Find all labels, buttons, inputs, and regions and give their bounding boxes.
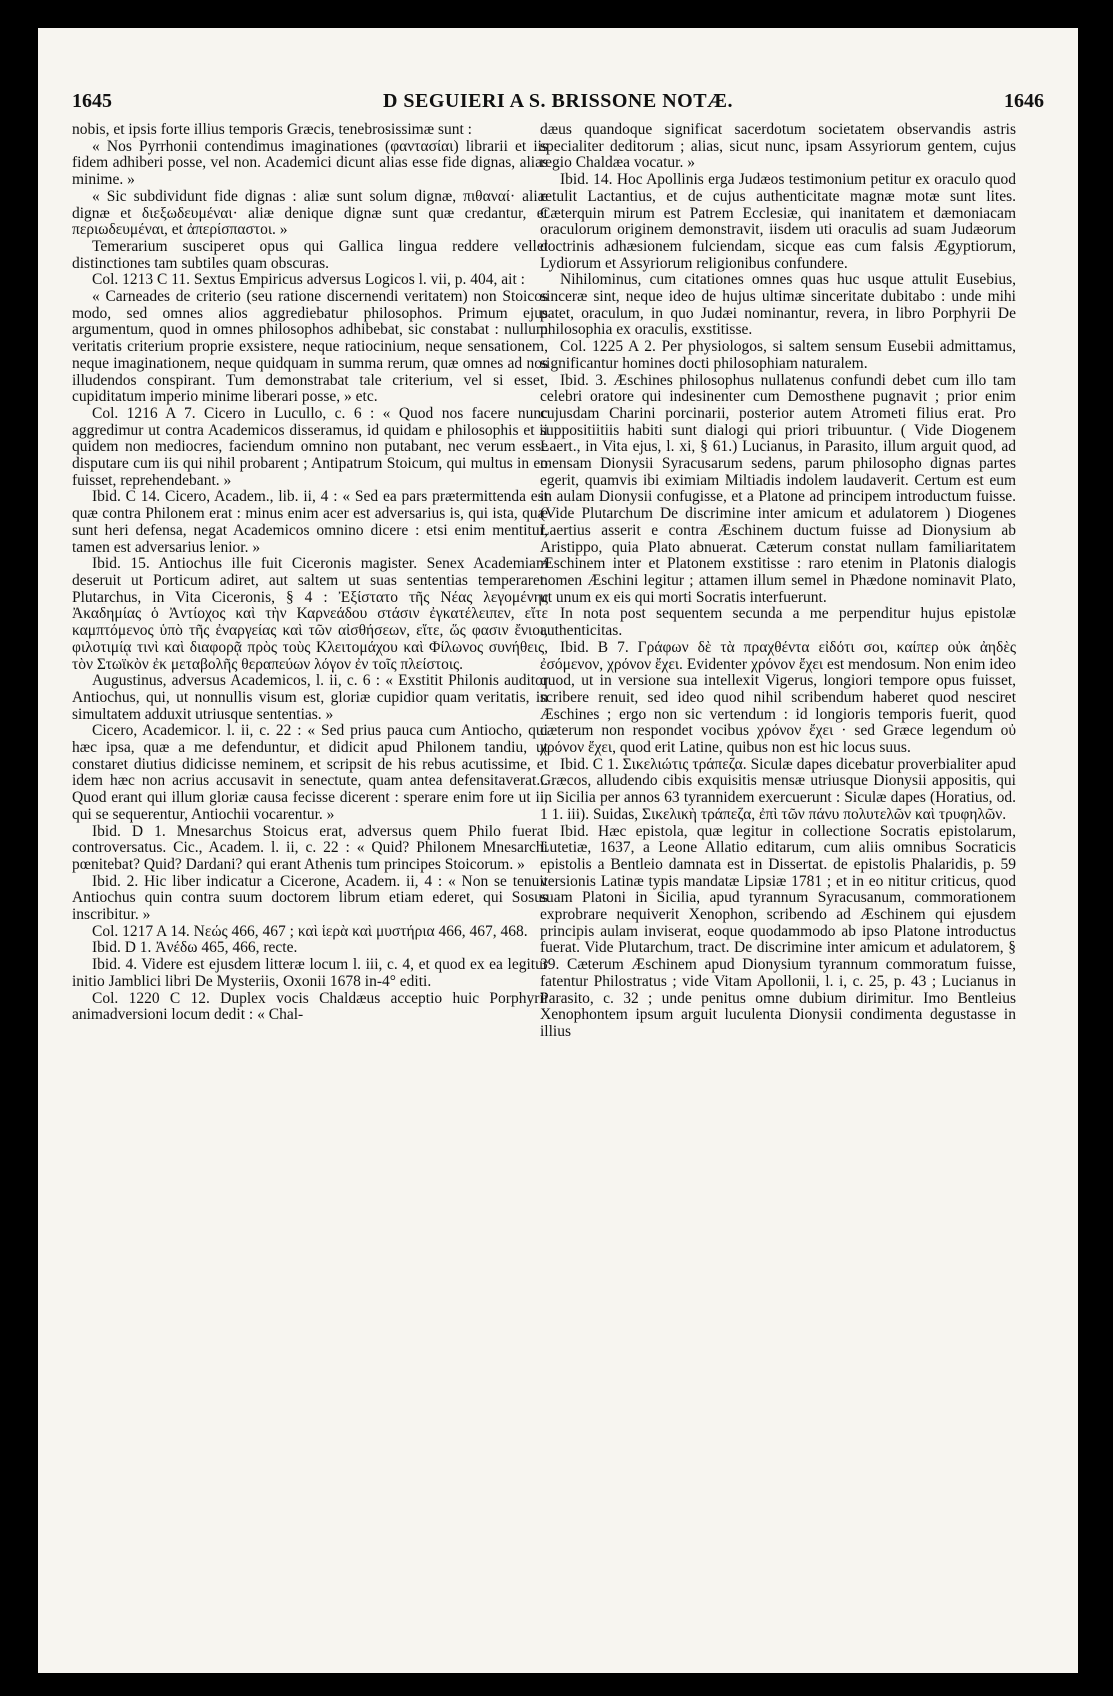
book-page <box>38 28 1078 1673</box>
note-paragraph: Augustinus, adversus Academicos, l. ii, c. 6 : « Exstitit Philonis auditor Antiochus, qui, ut nonnullis visum est, gloriæ cupidior quam veritatis, in simultatem adduxit utriusque sententias. » <box>72 672 548 723</box>
page-number-left: 1645 <box>72 90 112 112</box>
note-paragraph: In nota post sequentem secunda a me perpenditur hujus epistolæ authenticitas. <box>540 605 1016 640</box>
note-paragraph: Ibid. 4. Videre est ejusdem litteræ locum l. iii, c. 4, et quod ex ea legitur initio Jamblici libri De Mysteriis, Oxonii 1678 in-4° editi. <box>72 956 548 990</box>
page-number-right: 1646 <box>1004 90 1044 112</box>
note-paragraph: Temerarium susciperet opus qui Gallica lingua reddere vellet distinctiones tam subtiles quam obscuras. <box>72 237 548 272</box>
note-paragraph: Ibid. C 1. Σικελιώτις τράπεζα. Siculæ dapes dicebatur proverbialiter apud Græcos, alludendo cibis exquisitis mensæ utriusque Dionysii appositis, qui in Sicilia per annos 63 tyrannidem exercuerunt : Siculæ dapes (Horatius, od. 1 1. iii). Suidas, Σικελικὴ τράπεζα, ἐπὶ τῶν πάνυ πολυτελῶν καὶ τρυφηλῶν. <box>540 755 1016 823</box>
note-paragraph: Ibid. Hæc epistola, quæ legitur in collectione Socratis epistolarum, Lutetiæ, 1637, a Leone Allatio editarum, cum aliis omnibus Socraticis epistolis a Bentleio damnata est in Dissertat. de epistolis Phalaridis, p. 59 versionis Latinæ typis mandatæ Lipsiæ 1781 ; et in eo nititur criticus, quod suam Platoni in Sicilia, apud tyrannum Syracusanum, commorationem exprobrare nequiverit Xenophon, scribendo ad Æschinem qui ejusdem principis aulam inviserat, eoque quodammodo ab ipso Platone introductus fuerat. Vide Plutarchum, tract. De discrimine inter amicum et adulatorem, § 39. Cæterum Æschinem apud Dionysium tyrannum commoratum fuisse, fatentur Philostratus ; vide Vitam Apollonii, l. i, c. 25, p. 43 ; Lucianus in Parasito, c. 32 ; unde penitus omne dubium dirimitur. Imo Bentleius Xenophontem ipsum arguit luculenta Dionysii condimenta degustasse in illius <box>540 822 1016 1040</box>
right-column <box>540 122 1016 1663</box>
running-header <box>72 90 1044 122</box>
note-paragraph: Ibid. 14. Hoc Apollinis erga Judæos testimonium petitur ex oraculo quod retulit Lactantius, et de cujus authenticitate magnæ motæ sunt lites. Cæterquin mirum est Patrem Ecclesiæ, qui inanitatem et dæmoniacam oraculorum originem demonstravit, iisdem uti oraculis ad suam Judæorum doctrinis adhæsionem fulciendam, sicque eas cum falsis Ægyptiorum, Lydiorum et Assyriorum religionibus confundere. <box>540 171 1016 272</box>
note-paragraph: Col. 1217 A 14. Νεώς 466, 467 ; καὶ ἱερὰ καὶ μυστήρια 466, 467, 468. <box>92 922 528 940</box>
note-paragraph: Nihilominus, cum citationes omnes quas huc usque attulit Eusebius, sinceræ sint, neque ideo de hujus ultimæ sinceritate dubitabo : unde mihi patet, oraculum, in quo Judæi nominantur, revera, in libro Porphyrii De philosophia ex oraculis, exstitisse. <box>540 271 1016 339</box>
note-paragraph: Cicero, Academicor. l. ii, c. 22 : « Sed prius pauca cum Antiocho, qui hæc ipsa, quæ a me defenduntur, et didicit apud Philonem tandiu, ut constaret diutius didicisse neminem, et scripsit de his rebus acutissime, et idem hæc non acrius accusavit in senectute, quam antea defensitaverat... Quod erant qui illum gloriæ causa fecisse dicerent : sperare enim fore ut ii, qui se sequerentur, Antiochii vocarentur. » <box>72 722 548 823</box>
note-paragraph: Ibid. D 1. Mnesarchus Stoicus erat, adversus quem Philo fuerat controversatus. Cic., Academ. l. ii, c. 22 : « Quid? Philonem Mnesarchi pœnitebat? Quid? Dardani? qui erant Athenis tum principes Stoicorum. » <box>72 822 548 873</box>
note-paragraph: Ibid. 3. Æschines philosophus nullatenus confundi debet cum illo tam celebri oratore qui indesinenter cum Demosthene pugnavit ; prior enim cujusdam Charini porcinarii, posterior autem Atrometi filius erat. Pro suppositiitiis habiti sunt dialogi qui priori tribuuntur. ( Vide Diogenem Laert., in Vita ejus, l. xi, § 61.) Lucianus, in Parasito, illum arguit quod, ad mensam Dionysii Syracusarum sedens, parum philosopho dignas partes egerit, quamvis ibi eximiam Miltiadis indolem laudaverit. Certum est eum in aulam Dionysii confugisse, et a Platone ad principem introductum fuisse. (Vide Plutarchum De discrimine inter amicum et adulatorem ) Diogenes Laertius asserit e contra Æschinem ductum fuisse ad Dionysium ab Aristippo, quia Plato abnuerat. Cæterum constat nullam familiaritatem Æschinem inter et Platonem exstitisse : raro etenim in Platonis dialogis nomen Æschini legitur ; attamen illum semel in Phædone nominavit Plato, ut unum ex eis qui morti Socratis interfuerunt. <box>540 371 1016 606</box>
note-paragraph: Col. 1216 A 7. Cicero in Lucullo, c. 6 : « Quod nos facere nunc aggredimur ut contra Academicos disseramus, id quidam e philosophis et ii quidem non mediocres, faciendum omnino non putabant, nec verum esse disputare cum iis qui nihil probarent ; Antipatrum Stoicum, qui multus in eo fuisset, reprehendebant. » <box>72 404 548 489</box>
note-paragraph: « Sic subdividunt fide dignas : aliæ sunt solum dignæ, πιθαναί· aliæ dignæ et διεξωδευμέναι· aliæ denique dignæ sunt quæ credantur, et περιωδευμέναι, et ἀπερίσπαστοι. » <box>72 187 548 239</box>
note-paragraph: Ibid. 2. Hic liber indicatur a Cicerone, Academ. ii, 4 : « Non se tenuit Antiochus quin contra suum doctorem librum etiam ederet, qui Sosus inscribitur. » <box>72 872 548 924</box>
note-paragraph: nobis, et ipsis forte illius temporis Græcis, tenebrosissimæ sunt : <box>72 122 472 138</box>
running-title: D SEGUIERI A S. BRISSONE NOTÆ. <box>382 90 734 112</box>
note-paragraph: Ibid. D 1. Ἀνέδω 465, 466, recte. <box>92 939 298 957</box>
note-paragraph: « Nos Pyrrhonii contendimus imaginationes (φαντασίαι) librarii et iis fidem adhiberi posse, vel non. Academici dicunt alias esse fide dignas, alias minime. » <box>72 137 548 189</box>
note-paragraph: Ibid. 15. Antiochus ille fuit Ciceronis magister. Senex Academiam deseruit ut Porticum adiret, aut saltem ut suas sententias temperaret. Plutarchus, in Vita Ciceronis, § 4 : Ἐξίστατο τῆς Νέας λεγομένης Ἀκαδημίας ὁ Ἀντίοχος καὶ τὴν Καρνεάδου στάσιν ἐγκατέλειπεν, εἴτε καμπτόμενος ὑπὸ τῆς ἐναργείας καὶ τῶν αἰσθήσεων, εἴτε, ὥς φασιν ἔνιοι, φιλοτιμίᾳ τινὶ καὶ διαφορᾷ πρὸς τοὺς Κλειτομάχου καὶ Φίλωνος συνήθεις, τὸν Στωϊκὸν ἐκ μεταβολῆς θεραπεύων λόγον ἐν τοῖς πλείστοις. <box>72 555 548 673</box>
note-paragraph: dæus quandoque significat sacerdotum societatem observandis astris specialiter deditorum ; alias, sicut nunc, ipsam Assyriorum gentem, cujus regio Chaldæa vocatur. » <box>540 122 1016 172</box>
note-paragraph: Col. 1220 C 12. Duplex vocis Chaldæus acceptio huic Porphyrii animadversioni locum dedit : « Chal- <box>72 989 548 1024</box>
note-paragraph: Col. 1213 C 11. Sextus Empiricus adversus Logicos l. vii, p. 404, ait : <box>92 271 525 289</box>
left-column <box>72 122 548 1663</box>
note-paragraph: Ibid. C 14. Cicero, Academ., lib. ii, 4 : « Sed ea pars prætermittenda est quæ contra Philonem erat : minus enim acer est adversarius is, qui ista, quæ sunt heri defensa, negat Academicos omnino dicere : etsi enim mentitur, tamen est adversarius lenior. » <box>72 488 548 556</box>
note-paragraph: « Carneades de criterio (seu ratione discernendi veritatem) non Stoicos modo, sed omnes alios aggrediebatur philosophos. Primum ejus argumentum, quod in omnes philosophos adhibebat, sic constabat : nullum veritatis criterium proprie exsistere, neque ratiocinium, neque sensationem, neque imaginationem, neque quidquam in summa rerum, quæ omnes ad nos illudendos conspirant. Tum demonstrabat tale criterium, vel si esset, cupiditatum imperio minime liberari posse, » etc. <box>72 288 548 406</box>
note-paragraph: Ibid. B 7. Γράφων δὲ τὰ πραχθέντα εἰδότι σοι, καίπερ οὐκ ἀηδὲς ἐσόμενον, χρόνον ἔχει. Evidenter χρόνον ἔχει est mendosum. Non enim ideo quod, ut in versione sua intellexit Vigerus, longiori tempore opus fuisset, scribere renuit, sed ideo quod nihil scribendum haberet quod nesciret Æschines ; ergo non sic vertendum : id longioris temporis fuerit, quod cæterum non respondet vocibus χρόνον ἔχει · sed Græce legendum οὐ χρόνον ἔχει, quod erit Latine, quibus non est hic locus suus. <box>540 638 1016 757</box>
note-paragraph: Col. 1225 A 2. Per physiologos, si saltem sensum Eusebii admittamus, significantur homines docti philosophiam naturalem. <box>540 338 1016 372</box>
